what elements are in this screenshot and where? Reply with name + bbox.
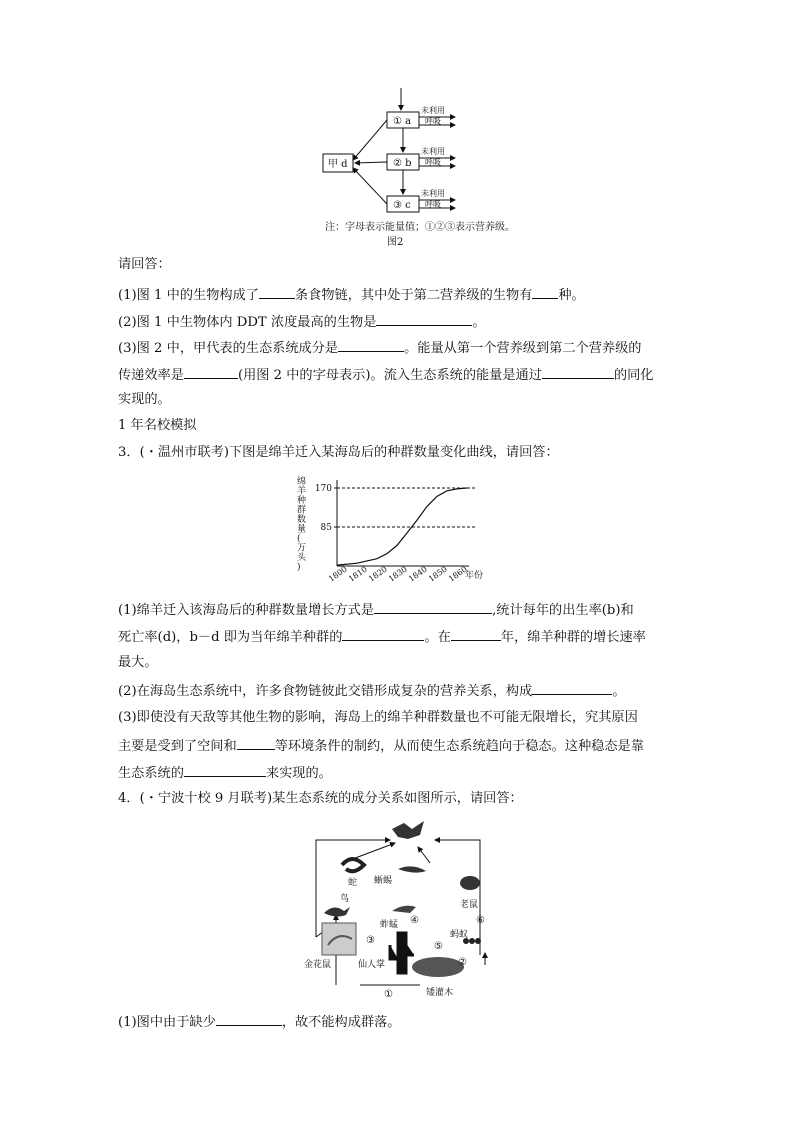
circle-label-2: ② [458,957,467,968]
answer-blank[interactable] [532,681,612,695]
label-chipmunk: 金花鼠 [304,960,332,970]
x-tick-label: 1860 [446,564,469,584]
circle-label-4: ④ [410,915,419,926]
y-axis-label-char: 数 [297,515,307,525]
x-tick-label: 1830 [386,564,409,584]
answer-blank[interactable] [532,285,558,299]
label-bird: 鸟 [340,894,350,904]
answer-blank[interactable] [342,627,424,641]
respiration-label-2: 呼吸 [425,158,441,167]
y-axis-label-char: ( [297,534,301,544]
cactus-icon [390,933,414,973]
q3-stem: 3．(・温州市联考)下图是绵羊迁入某海岛后的种群数量变化曲线，请回答： [118,445,559,460]
y-tick-label: 170 [314,484,332,494]
q3-part2: (2)在海岛生态系统中，许多食物链彼此交错形成复杂的营养关系，构成 。 [118,681,626,701]
y-axis-label-char: 羊 [297,486,307,497]
label-grasshopper: 蚱蜢 [380,920,399,930]
respiration-label-1: 呼吸 [425,117,441,126]
y-axis-label-char: 绵 [297,477,307,487]
y-tick-label: 85 [320,523,332,533]
q2-part3-end: 实现的。 [118,392,171,407]
label-cactus: 仙人掌 [358,960,386,970]
x-tick-label: 1820 [366,564,389,584]
answer-blank[interactable] [376,312,472,326]
decomposer-label: 甲 d [328,159,348,170]
bird-icon [324,907,350,917]
population-curve-chart [285,470,495,590]
y-axis-label-char: 群 [297,505,307,516]
food-web-diagram [300,815,505,1010]
figure-note: 注：字母表示能量值；①②③表示营养级。 [325,222,515,233]
q2-intro: 请回答： [118,257,171,272]
q4-stem: 4．(・宁波十校 9 月联考)某生态系统的成分关系如图所示，请回答： [118,791,523,806]
q3-part1: (1)绵羊迁入该海岛后的种群数量增长方式是 ,统计每年的出生率(b)和 [118,600,634,620]
q2-part1: (1)图 1 中的生物构成了 条食物链，其中处于第二营养级的生物有 种。 [118,285,585,305]
snake-icon [342,859,364,871]
x-axis-label: 年份 [465,571,484,581]
unused-label-3: 未利用 [421,189,445,198]
answer-blank[interactable] [374,600,492,614]
y-axis-label-char: 种 [297,496,307,506]
x-tick-label: 1840 [406,564,429,584]
q2-part2: (2)图 1 中生物体内 DDT 浓度最高的生物是 。 [118,312,486,332]
answer-blank[interactable] [237,736,275,750]
answer-blank[interactable] [184,763,266,777]
unused-label-1: 未利用 [421,106,445,115]
q3-part3-cont: 主要是受到了空间和 等环境条件的制约，从而使生态系统趋向于稳态。这种稳态是靠 [118,736,644,756]
x-tick-label: 1850 [426,564,449,584]
respiration-label-3: 呼吸 [425,200,441,209]
y-axis-label-char: 头 [297,553,307,563]
q3-part1-cont: 死亡率(d)，b－d 即为当年绵羊种群的 。在 年，绵羊种群的增长速率 [118,627,646,647]
circle-label-5: ⑤ [434,941,443,952]
grasshopper-icon [392,906,416,913]
q3-part1-end: 最大。 [118,655,158,670]
lizard-icon [398,866,426,872]
q3-part3-end: 生态系统的 来实现的。 [118,763,332,783]
shrub-icon [412,957,464,977]
mouse-icon [460,876,480,890]
chipmunk-icon [322,923,356,955]
answer-blank[interactable] [216,1012,282,1026]
box-label-2: ② b [393,158,412,169]
answer-blank[interactable] [451,627,501,641]
answer-blank[interactable] [259,285,295,299]
answer-blank[interactable] [338,338,404,352]
unused-label-2: 未利用 [421,147,445,156]
box-label-1: ① a [393,116,412,127]
circle-label-6: ⑥ [476,915,485,926]
label-shrub: 矮灌木 [426,988,454,998]
x-tick-label: 1800 [326,564,349,584]
q2-part3: (3)图 2 中，甲代表的生态系统成分是 。能量从第一个营养级到第二个营养级的 [118,338,641,358]
answer-blank[interactable] [542,365,614,379]
y-axis-label-char: 万 [297,543,307,554]
section-title: 1 年名校模拟 [118,418,197,433]
label-lizard: 蜥蜴 [374,876,393,886]
figure-caption: 图2 [387,237,404,248]
label-ant: 蚂蚁 [450,930,469,940]
label-mouse: 老鼠 [460,900,479,910]
answer-blank[interactable] [184,365,238,379]
q2-part3-cont: 传递效率是 (用图 2 中的字母表示)。流入生态系统的能量是通过 的同化 [118,365,654,385]
label-snake: 蛇 [348,878,358,888]
y-axis-label-char: ) [297,562,301,573]
circle-label-1: ① [384,989,393,1000]
x-tick-label: 1810 [346,564,369,584]
y-axis-label-char: 量 [297,524,307,535]
q3-part3: (3)即使没有天敌等其他生物的影响，海岛上的绵羊种群数量也不可能无限增长，究其原因 [118,710,638,725]
q4-part1: (1)图中由于缺少 ，故不能构成群落。 [118,1012,401,1032]
box-label-3: ③ c [393,200,411,211]
eagle-icon [392,821,424,839]
circle-label-3: ③ [366,935,375,946]
